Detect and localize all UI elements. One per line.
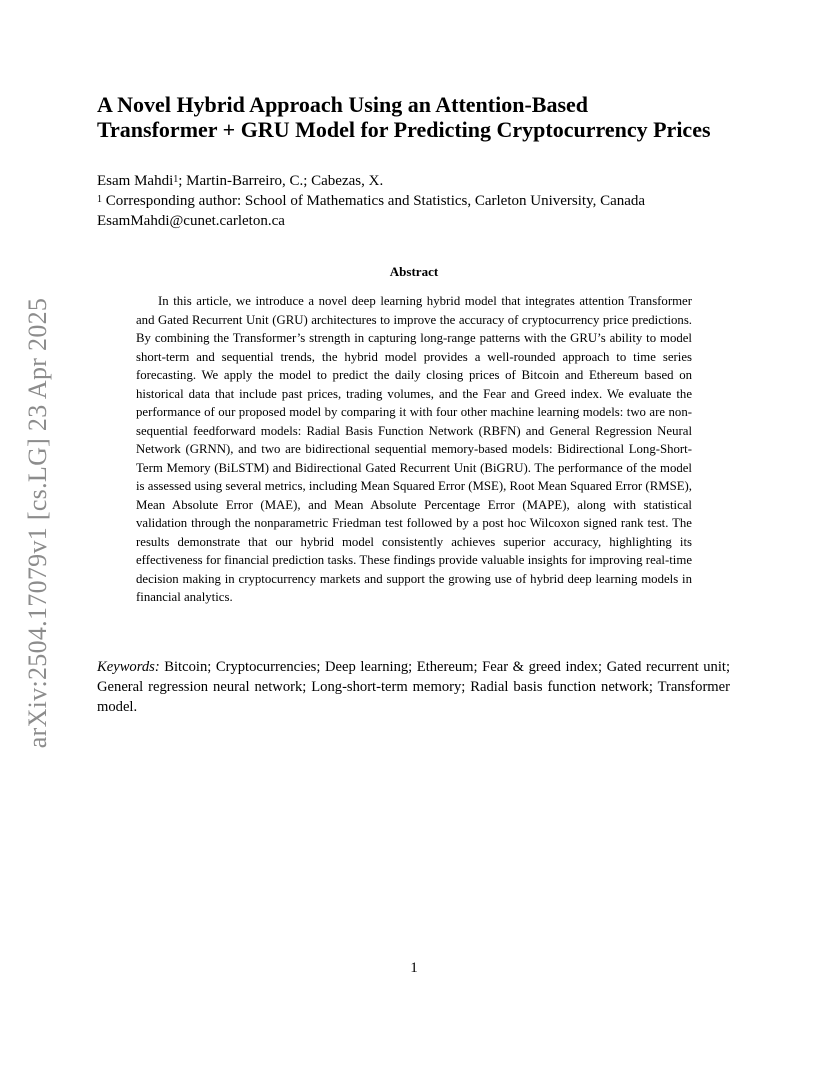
first-author-affiliation-marker: 1 (173, 174, 179, 185)
keywords (97, 657, 730, 717)
keywords-text: Bitcoin; Cryptocurrencies; Deep learning; Ethereum; Fear & greed index; Gated recurrent unit; General regression neural network; Long-short-term memory; Radial basis function network; Transformer model. (97, 659, 730, 715)
abstract-heading: Abstract (389, 264, 439, 279)
affiliation-text: Corresponding author: School of Mathematics and Statistics, Carleton University, Canada (102, 193, 646, 209)
keywords-label: Keywords: (97, 659, 160, 675)
paper-title-line-1: A Novel Hybrid Approach Using an Attention-Based (97, 92, 589, 117)
arxiv-identifier-stamp (18, 285, 58, 760)
paper-title-line-2: Transformer + GRU Model for Predicting Cryptocurrency Prices (97, 117, 711, 142)
author-list (97, 171, 383, 192)
corresponding-email: EsamMahdi@cunet.carleton.ca (97, 213, 285, 229)
arxiv-identifier-text: arXiv:2504.17079v1 [cs.LG] 23 Apr 2025 (23, 297, 52, 748)
first-author: Esam Mahdi (97, 173, 174, 189)
paper-title (97, 92, 757, 142)
other-authors: ; Martin-Barreiro, C.; Cabezas, X. (178, 173, 384, 189)
affiliation-marker: 1 (97, 194, 102, 205)
affiliation (97, 191, 645, 212)
page-number: 1 (410, 960, 418, 976)
abstract-text: In this article, we introduce a novel deep learning hybrid model that integrates attention Transformer and Gated Recurrent Unit (GRU) architectures to improve the accuracy of cryptocurrency price predictions. By combining the Transformer’s strength in capturing long-range patterns with the GRU’s ability to model short-term and sequential trends, the hybrid model provides a well-rounded approach to time series forecasting. We apply the model to predict the daily closing prices of Bitcoin and Ethereum based on historical data that include past prices, trading volumes, and the Fear and Greed index. We evaluate the performance of our proposed model by comparing it with four other machine learning models: two are non-sequential feedforward models: Radial Basis Function Network (RBFN) and General Regression Neural Network (GRNN), and two are bidirectional sequential memory-based models: Bidirectional Long-Short-Term Memory (BiLSTM) and Bidirectional Gated Recurrent Unit (BiGRU). The performance of the model is assessed using several metrics, including Mean Squared Error (MSE), Root Mean Squared Error (RMSE), Mean Absolute Error (MAE), and Mean Absolute Percentage Error (MAPE), along with statistical validation through the nonparametric Friedman test followed by a post hoc Wilcoxon signed rank test. The results demonstrate that our hybrid model consistently achieves superior accuracy, highlighting its effectiveness for financial prediction tasks. These findings provide valuable insights for improving real-time decision making in cryptocurrency markets and support the growing use of hybrid deep learning models in financial analytics. (136, 294, 692, 604)
